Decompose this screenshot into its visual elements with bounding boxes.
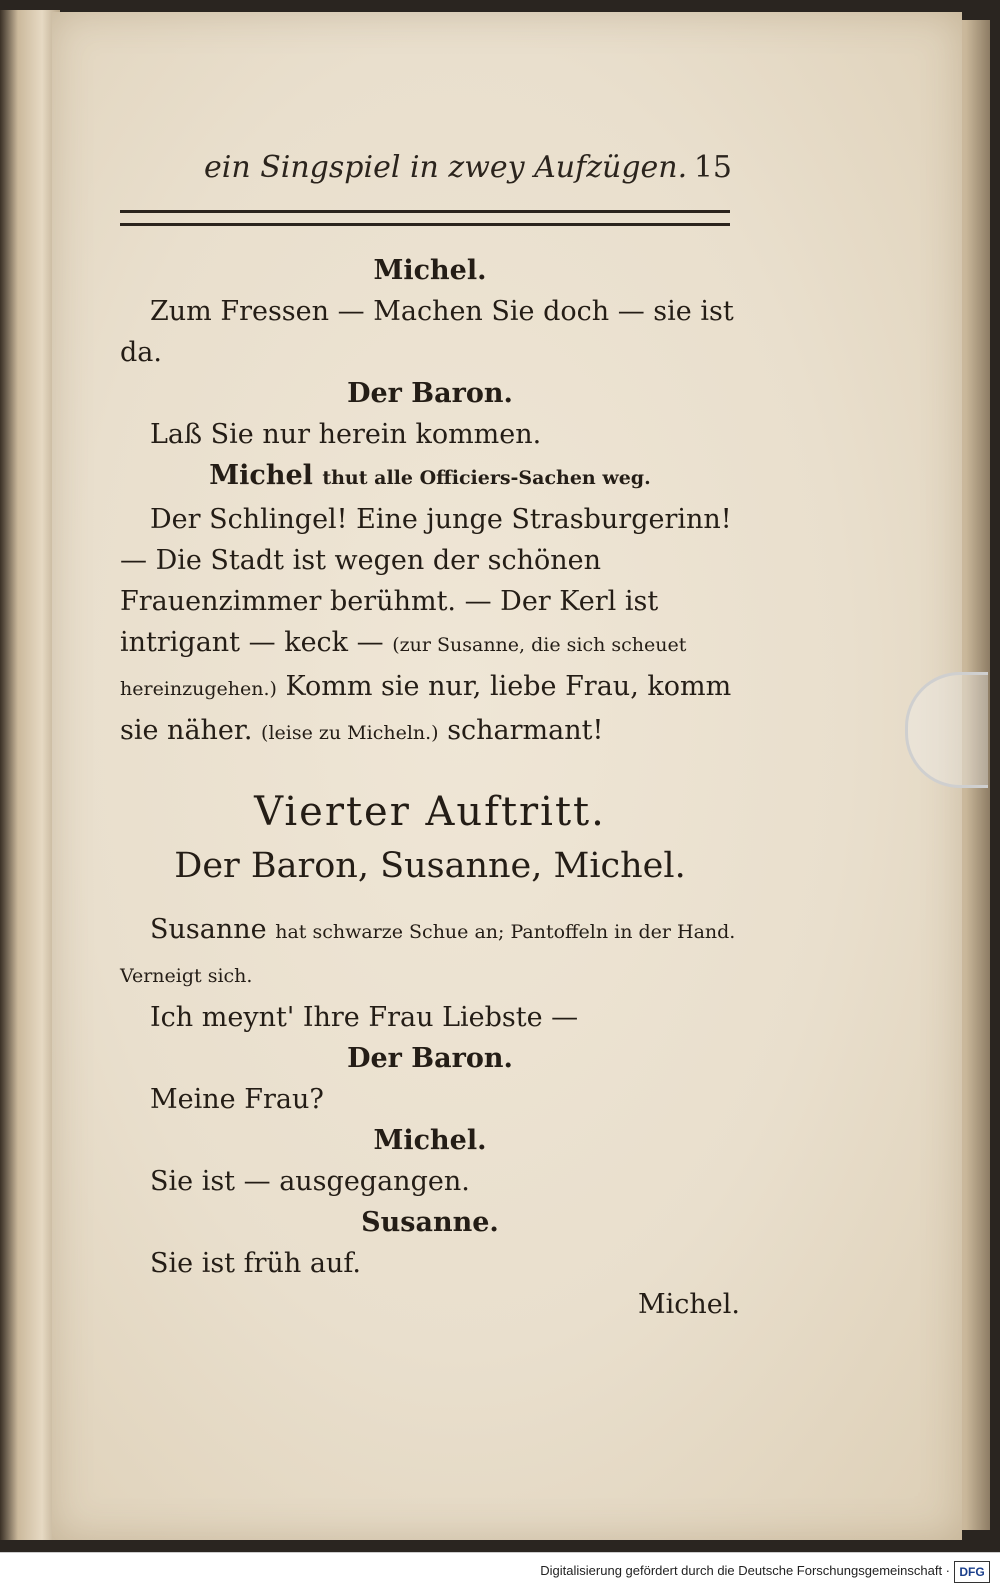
stage-text: thut alle Officiers-Sachen weg.: [322, 467, 651, 489]
stage-speaker: Michel: [209, 460, 313, 491]
speaker-baron: Der Baron.: [347, 378, 513, 409]
scene-title: Vierter Auftritt.: [254, 789, 606, 835]
speaker-michel: Michel.: [373, 1125, 487, 1156]
speaker-with-direction: [120, 909, 740, 997]
header-title: ein Singspiel in zwey Aufzügen.: [204, 150, 688, 185]
dfg-logo-icon: DFG: [954, 1561, 990, 1583]
footer-bar: [0, 1552, 1000, 1593]
dialogue-line: Der Schlingel! Eine junge Strasburgerinn! — Die Stadt ist wegen der schönen Frauenzimmer berühmt. — Der Kerl ist intrigant — keck —: [120, 504, 732, 658]
dialogue-line: scharmant!: [447, 715, 604, 746]
dialogue-line: Meine Frau?: [150, 1084, 324, 1115]
speaker-susanne: Susanne.: [361, 1207, 499, 1238]
speaker-baron: Der Baron.: [347, 1043, 513, 1074]
stage-direction: hat schwarze Schue an; Pantoffeln in der Hand. Verneigt sich.: [120, 921, 736, 987]
page-number: 15: [693, 150, 732, 185]
speaker-michel: Michel.: [373, 255, 487, 286]
stage-direction: (zur Susanne, die sich scheuet hereinzugehen.): [120, 634, 687, 700]
catchword: Michel.: [638, 1289, 740, 1320]
book-spine-edge: [0, 10, 60, 1540]
stage-direction: (leise zu Micheln.): [261, 722, 439, 744]
dialogue-line: Sie ist — ausgegangen.: [150, 1166, 470, 1197]
scene-cast: Der Baron, Susanne, Michel.: [174, 846, 686, 886]
dialogue-line: Ich meynt' Ihre Frau Liebste —: [150, 1002, 579, 1033]
speaker-susanne: Susanne: [150, 914, 267, 945]
dialogue-line: Sie ist früh auf.: [150, 1248, 361, 1279]
header-rule: [120, 210, 730, 226]
dialogue-line: Laß Sie nur herein kommen.: [150, 419, 542, 450]
page-body: [120, 250, 740, 1325]
footer-credit: Digitalisierung gefördert durch die Deutsche Forschungsgemeinschaft ·: [540, 1563, 950, 1578]
dialogue-line: Komm sie nur, liebe Frau, komm sie näher.: [120, 671, 732, 746]
stage-direction: [120, 455, 740, 499]
dialogue-paragraph: [120, 499, 740, 754]
dialogue-line: Zum Fressen — Machen Sie doch — sie ist da.: [120, 296, 734, 368]
